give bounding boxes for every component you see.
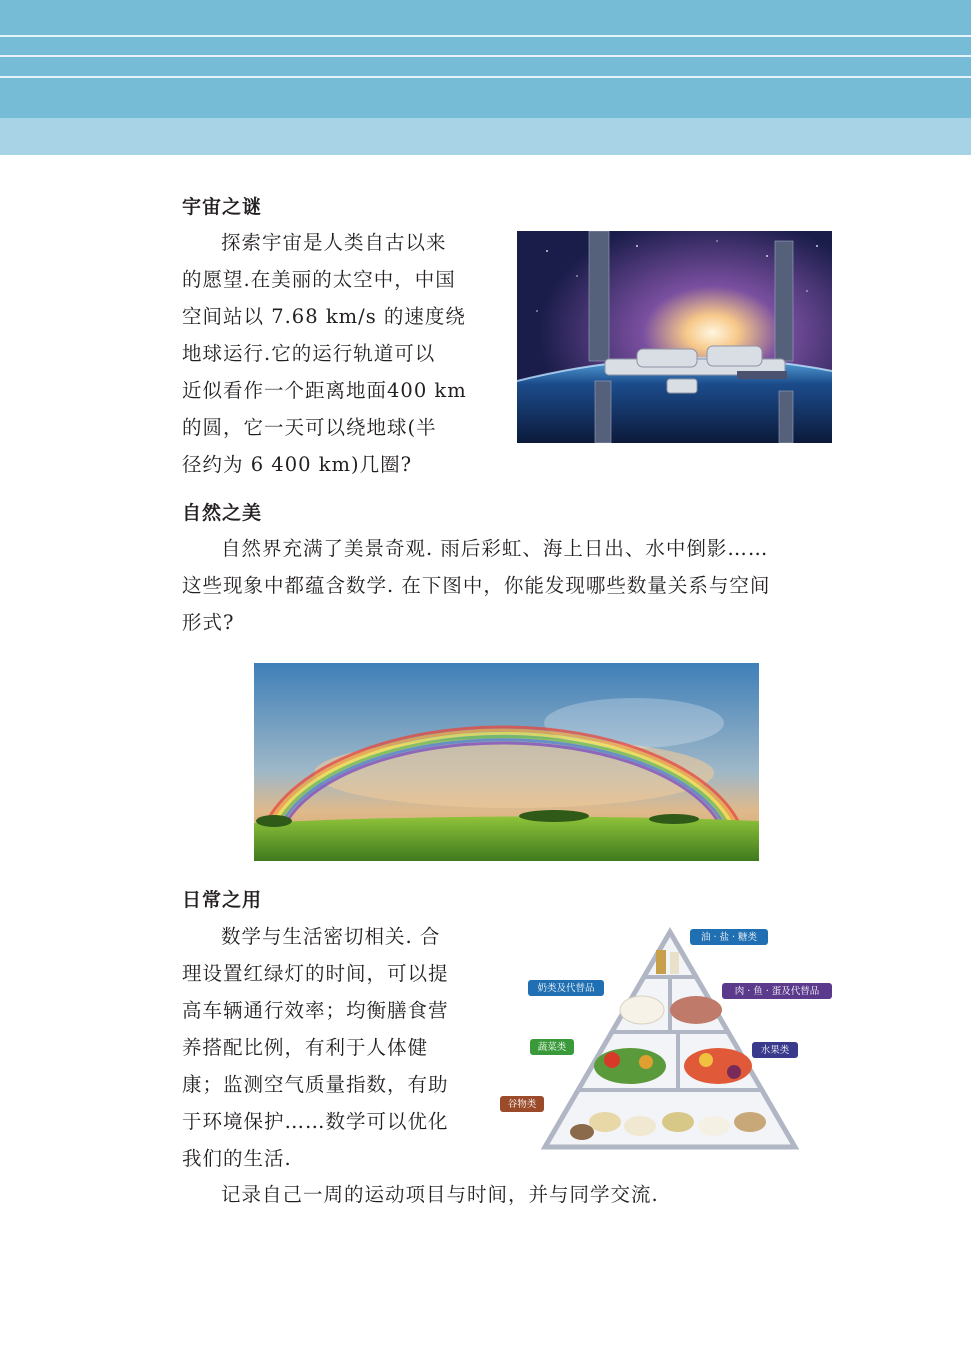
tag-grains <box>500 1096 544 1112</box>
svg-text:谷物类: 谷物类 <box>507 1099 537 1110</box>
closing-paragraph: 记录自己一周的运动项目与时间，并与同学交流. <box>221 1183 659 1206</box>
banner-stripe <box>0 76 971 78</box>
food-pyramid-image <box>500 922 840 1162</box>
text-line: 的愿望.在美丽的太空中，中国 <box>182 268 456 291</box>
text-line: 近似看作一个距离地面400 km <box>182 379 467 402</box>
svg-text:油 · 盐 · 糖类: 油 · 盐 · 糖类 <box>700 932 758 943</box>
text-line: 养搭配比例，有利于人体健 <box>182 1036 429 1059</box>
tag-oil-salt-sugar <box>690 929 768 945</box>
svg-text:水果类: 水果类 <box>760 1045 790 1056</box>
text-line: 高车辆通行效率；均衡膳食营 <box>182 999 449 1022</box>
paragraph-universe <box>182 224 482 483</box>
text-line: 我们的生活. <box>182 1147 292 1170</box>
text-line: 自然界充满了美景奇观. 雨后彩虹、海上日出、水中倒影…… <box>221 537 769 560</box>
text-line: 形式? <box>182 611 235 634</box>
text-line: 理设置红绿灯的时间，可以提 <box>182 962 449 985</box>
text-line: 地球运行.它的运行轨道可以 <box>182 342 436 365</box>
text-line: 于环境保护……数学可以优化 <box>182 1110 449 1133</box>
banner-dark-band <box>0 0 971 118</box>
svg-text:肉 · 鱼 · 蛋及代替品: 肉 · 鱼 · 蛋及代替品 <box>734 986 820 997</box>
banner-stripe <box>0 55 971 57</box>
banner-stripe <box>0 35 971 37</box>
text-line: 的圆，它一天可以绕地球(半 <box>182 416 437 439</box>
tag-meat-fish-egg <box>722 983 832 999</box>
tag-dairy <box>528 980 604 996</box>
text-line: 径约为 6 400 km)几圈? <box>182 453 413 476</box>
rainbow-image <box>254 663 759 861</box>
svg-text:奶类及代替品: 奶类及代替品 <box>537 983 595 994</box>
text-line: 这些现象中都蕴含数学. 在下图中，你能发现哪些数量关系与空间 <box>182 574 771 597</box>
heading-nature: 自然之美 <box>182 502 263 524</box>
tag-fruit <box>752 1042 798 1058</box>
paragraph-nature <box>182 530 842 641</box>
tag-vegetables <box>530 1039 574 1055</box>
page-banner <box>0 0 971 155</box>
text-line: 数学与生活密切相关. 合 <box>221 925 441 948</box>
heading-daily: 日常之用 <box>182 889 263 911</box>
heading-universe: 宇宙之谜 <box>182 196 263 218</box>
banner-light-band <box>0 118 971 155</box>
paragraph-daily <box>182 918 482 1177</box>
text-line: 空间站以 7.68 km/s 的速度绕 <box>182 305 466 328</box>
space-station-image <box>517 231 832 443</box>
svg-text:蔬菜类: 蔬菜类 <box>537 1042 567 1053</box>
text-line: 康；监测空气质量指数，有助 <box>182 1073 449 1096</box>
text-line: 探索宇宙是人类自古以来 <box>221 231 447 254</box>
